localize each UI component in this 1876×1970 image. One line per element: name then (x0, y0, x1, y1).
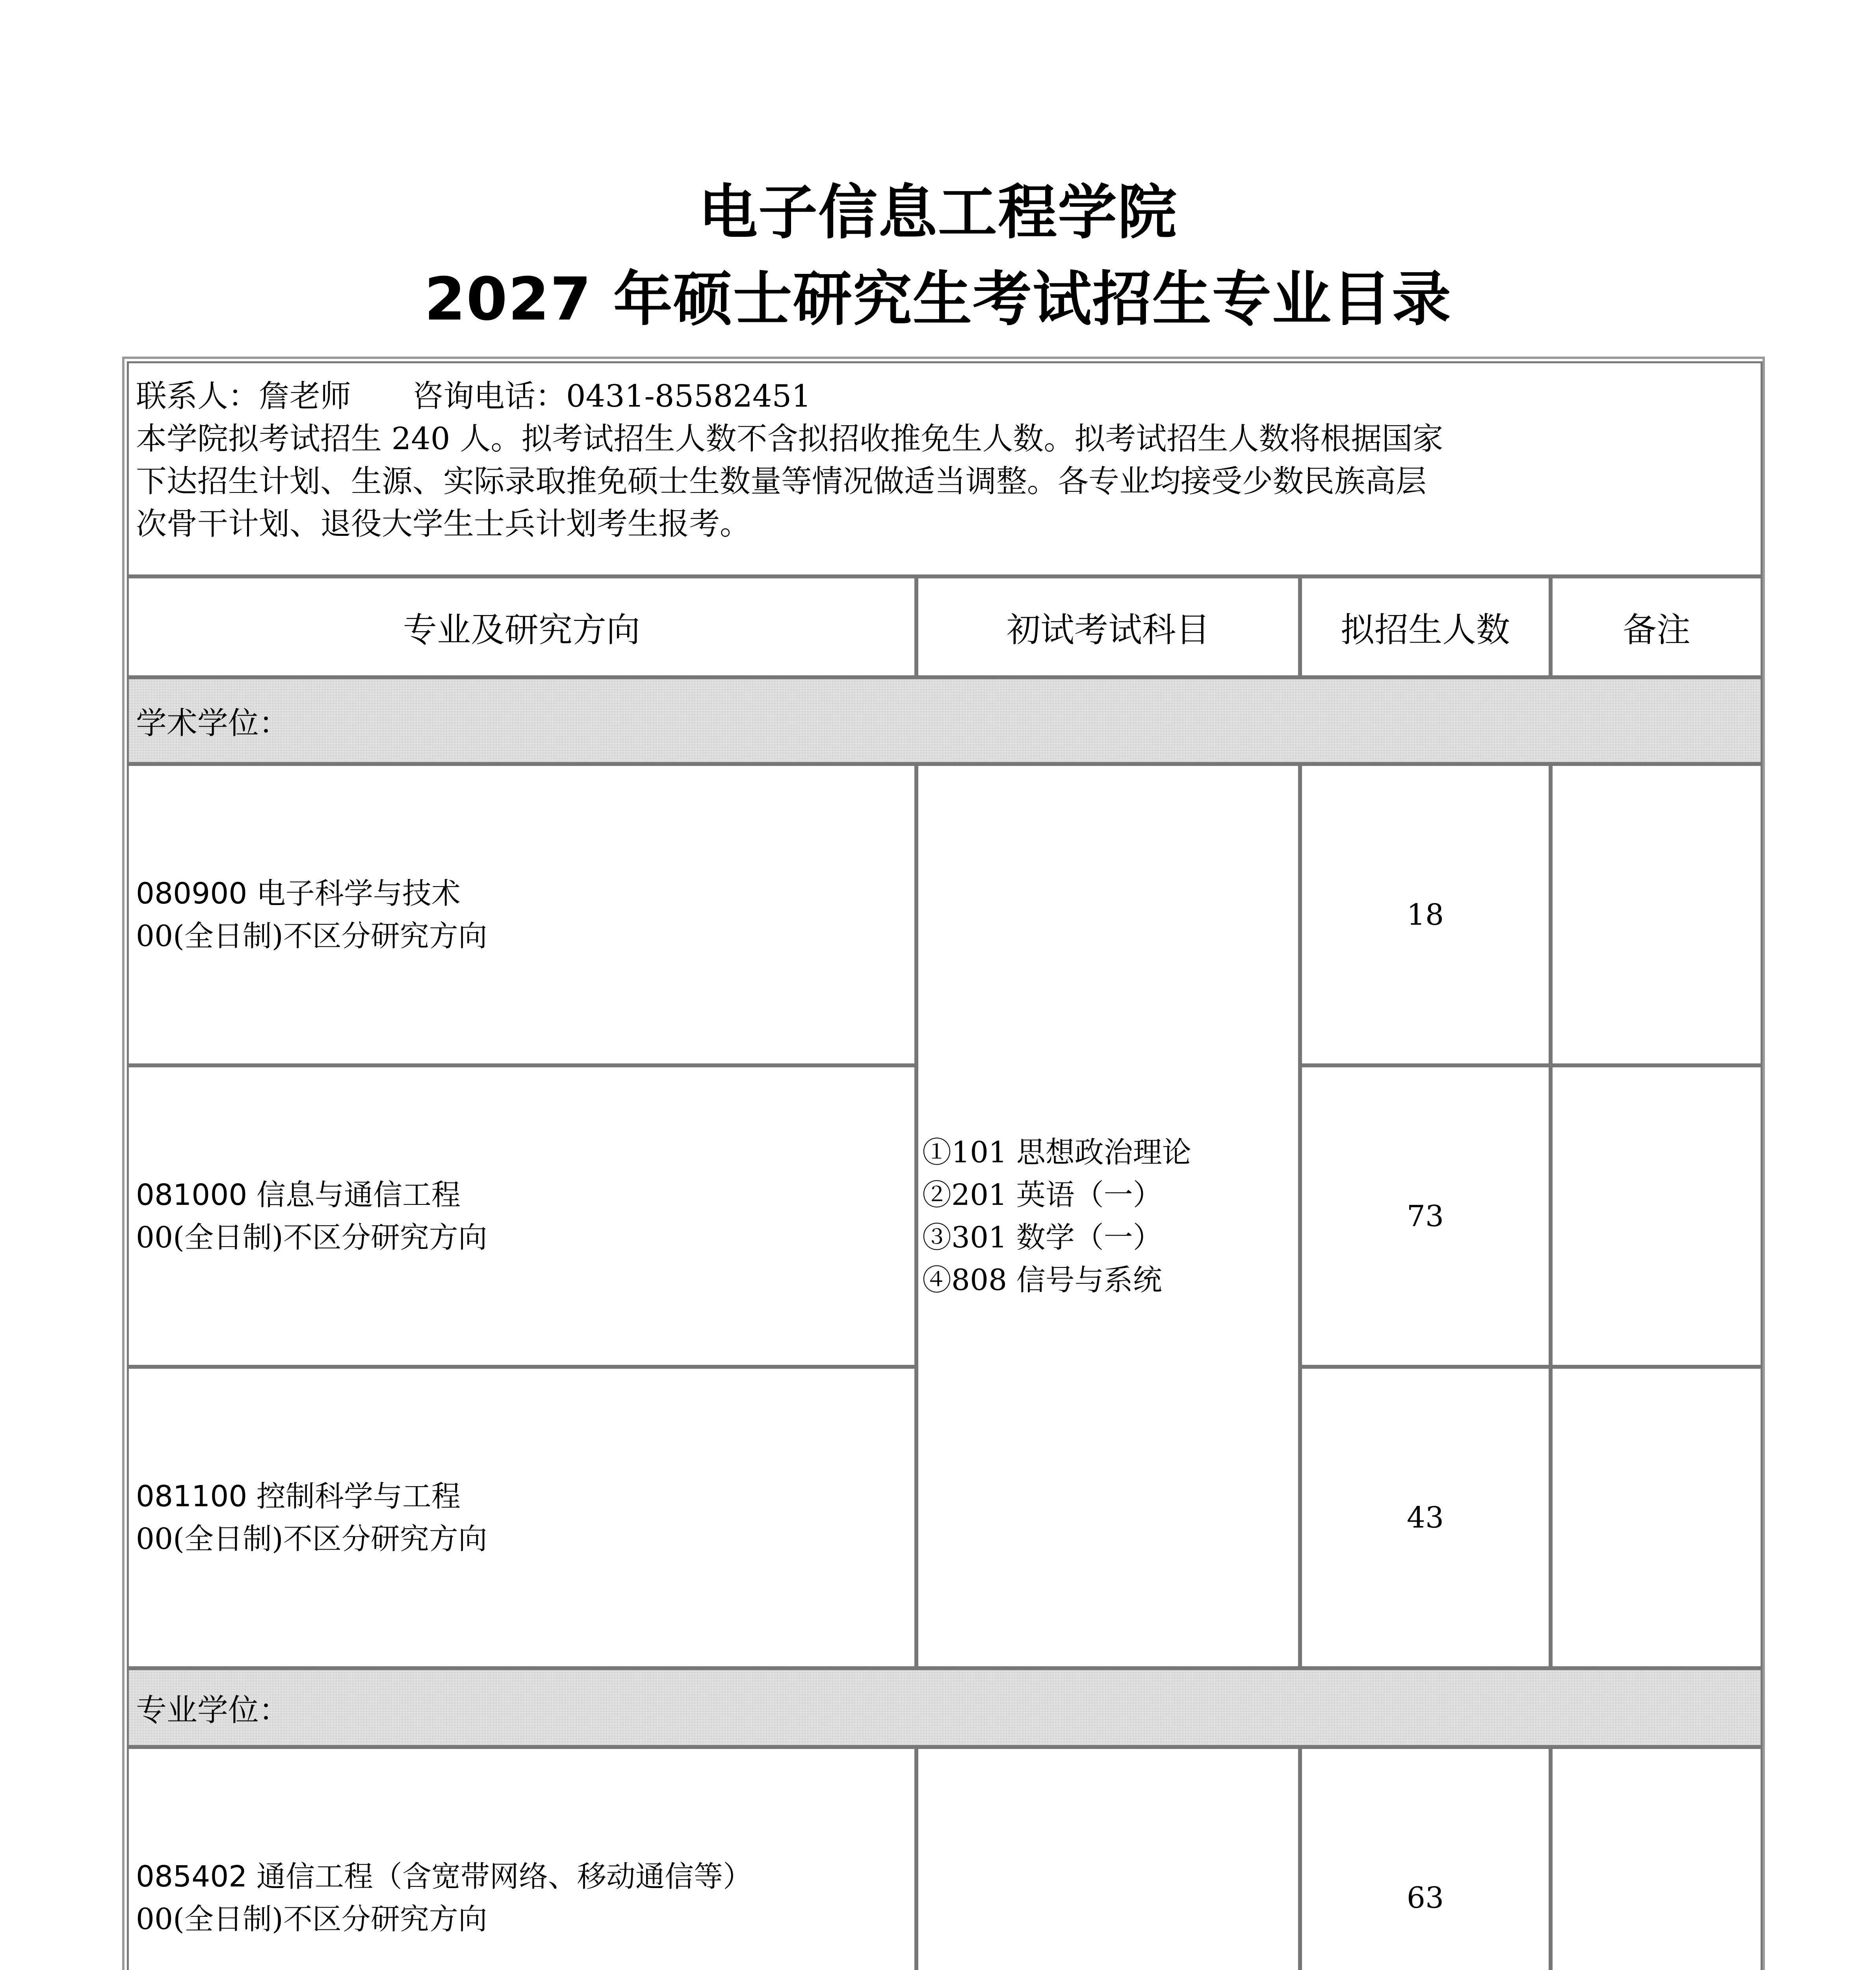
section-professional: 专业学位： (127, 1668, 1763, 1747)
document-title (0, 169, 1876, 343)
major-code: 085402 通信工程（含宽带网络、移动通信等） (136, 1860, 752, 1894)
subject-item: ①101 思想政治理论 (922, 1135, 1191, 1169)
quota-080900: 18 (1300, 764, 1551, 1065)
info-line-3: 次骨干计划、退役大学生士兵计划考生报考。 (136, 506, 751, 542)
info-line-1: 本学院拟考试招生 240 人。拟考试招生人数不含拟招收推免生人数。拟考试招生人数将根据国家 (136, 421, 1443, 457)
major-row-081000 (127, 1065, 916, 1367)
catalog-table (122, 357, 1765, 1970)
header-notes: 备注 (1551, 576, 1763, 677)
academic-subjects (916, 764, 1300, 1668)
header-quota: 拟招生人数 (1300, 576, 1551, 677)
professional-subjects (916, 1747, 1300, 1970)
header-subjects: 初试考试科目 (916, 576, 1300, 677)
title-line-2: 2027 年硕士研究生考试招生专业目录 (424, 265, 1452, 334)
major-direction: 00(全日制)不区分研究方向 (136, 1902, 487, 1936)
major-direction: 00(全日制)不区分研究方向 (136, 1522, 487, 1556)
major-row-081100 (127, 1367, 916, 1668)
notes-081000 (1551, 1065, 1763, 1367)
major-direction: 00(全日制)不区分研究方向 (136, 919, 487, 953)
header-major: 专业及研究方向 (127, 576, 916, 677)
contact-line: 联系人：詹老师 咨询电话：0431-85582451 (136, 379, 811, 414)
major-code: 081000 信息与通信工程 (136, 1178, 461, 1212)
major-row-080900 (127, 764, 916, 1065)
major-code: 080900 电子科学与技术 (136, 876, 461, 911)
subject-item (922, 1966, 1298, 1970)
notes-080900 (1551, 764, 1763, 1065)
info-line-2: 下达招生计划、生源、实际录取推免硕士生数量等情况做适当调整。各专业均接受少数民族高层 (136, 464, 1427, 499)
quota-085402: 63 (1300, 1747, 1551, 1970)
quota-081000: 73 (1300, 1065, 1551, 1367)
title-line-1: 电子信息工程学院 (698, 178, 1178, 247)
major-row-085402 (127, 1747, 916, 1970)
section-academic: 学术学位： (127, 677, 1763, 764)
quota-081100: 43 (1300, 1367, 1551, 1668)
subject-item: ②201 英语（一） (922, 1178, 1162, 1212)
subject-item: ③301 数学（一） (922, 1220, 1162, 1254)
notes-085402 (1551, 1747, 1763, 1970)
info-cell (127, 361, 1763, 576)
major-direction: 00(全日制)不区分研究方向 (136, 1220, 487, 1254)
major-code: 081100 控制科学与工程 (136, 1479, 461, 1513)
notes-081100 (1551, 1367, 1763, 1668)
subject-item: ④808 信号与系统 (922, 1263, 1162, 1297)
